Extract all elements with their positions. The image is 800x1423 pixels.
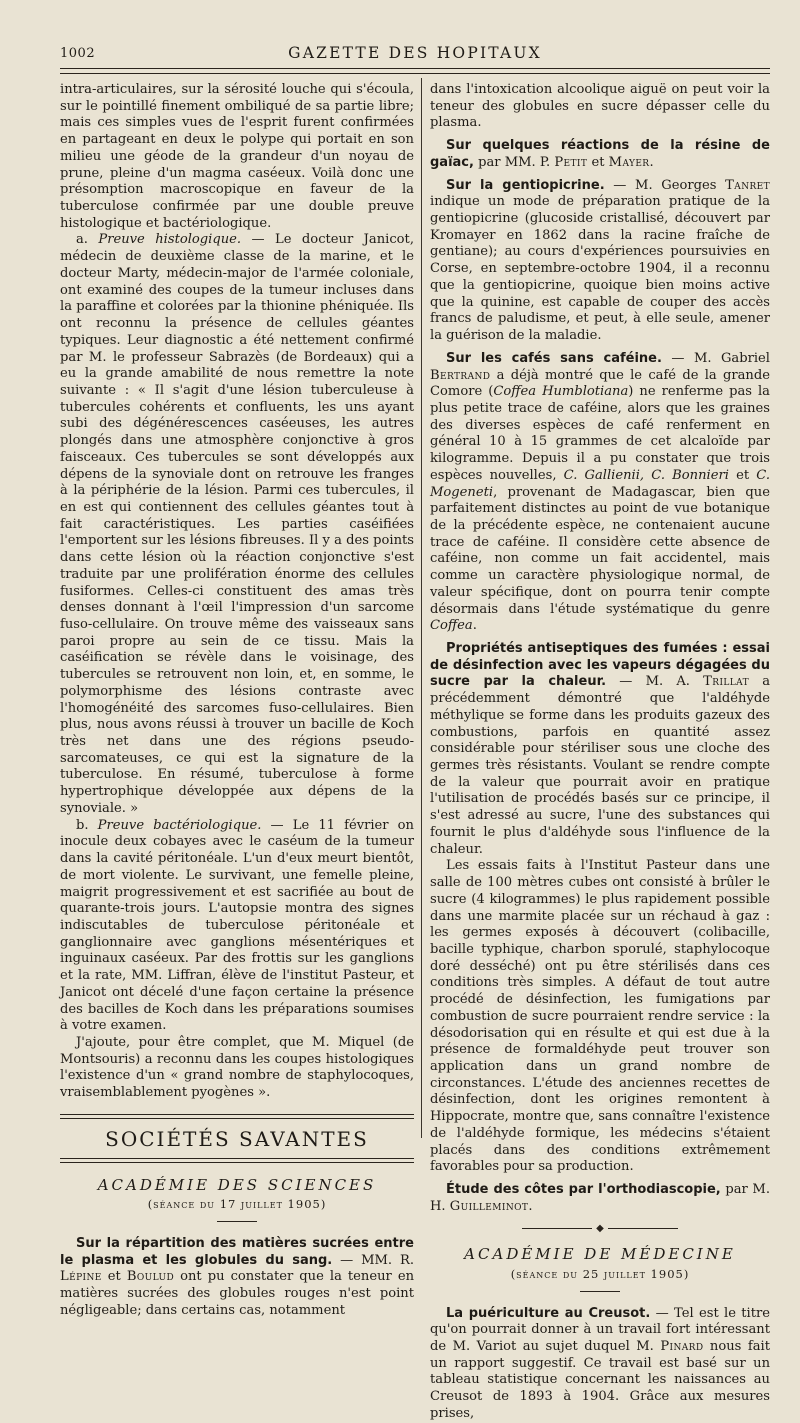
text-run: indique un mode de préparation pratique de la gentiopicrine (glucoside cristallisé, découvert par Kromayer en 1862 dans la racine fraîche de gentiane); au cours d'expériences poursuivies en Corse, en septembre-octobre 1904, il a reconnu que la gentiopicrine, quoique bien moins active que la quinine, est capable de couper des accès francs de paludisme, et peut, à elle seule, amener la guérison de la maladie.: [430, 194, 770, 344]
academy-heading: ACADÉMIE DES SCIENCES: [97, 1175, 377, 1194]
article-item: [430, 1182, 770, 1215]
paragraph-bacteriology: [60, 818, 414, 1035]
text-run: a précédemment démontré que l'aldéhyde méthylique se forme dans les produits gazeux des combustions, parfois en quantité assez considérable pour stériliser sous une cloche des germes très résistants. Voulant se rendre compte de la valeur que pourrait avoir en pratique l'utilisation de procédés basés sur ce principe, il s'est adressé au sucre, l'une des substances qui fournit le plus d'aldéhyde sous l'influence de la chaleur.: [430, 674, 771, 857]
author-name: Mayer: [608, 154, 650, 170]
article-title: Sur la répartition des matières sucrées entre le plasma et les globules du sang.: [60, 1236, 414, 1268]
subheading: Preuve histologique.: [98, 232, 242, 248]
text-run: a déjà montré que le café de la grande Comore (: [430, 367, 770, 400]
text-run: .: [472, 618, 477, 634]
article-title: Sur quelques réactions de la résine de gaïac,: [430, 138, 770, 170]
author-name: Trillat: [703, 674, 749, 690]
paragraph-histology: [60, 232, 414, 817]
text-run: — Tel est le titre qu'on pourrait donner à un travail fort intéressant de M. Variot au sujet duquel M.: [430, 1305, 770, 1355]
text-run: — M. Gabriel: [661, 350, 770, 366]
text-run: .: [649, 154, 654, 170]
author-name: Boulud: [126, 1269, 175, 1285]
column-divider: [421, 78, 422, 1138]
paragraph-body: — Le docteur Janicot, médecin de deuxième classe de la marine, et le docteur Marty, médecin-major de l'armée coloniale, ont examiné des coupes de la tumeur incluses dans la paraffine et colorées par la thionine phéniquée. Ils ont reconnu la présence de cellules géantes typiques. Leur diagnostic a été nettement confirmé par M. le professeur Sabrazès (de Bordeaux) qui a eu la grande amabilité de nous remettre la note suivante : « Il s'agit d'une lésion tuberculeuse à tubercules cohérents et confluents, les uns ayant subi des dégénérescences caséeuses, les autres plongés dans une atmosphère conjonctive à gros faisceaux. Ces tubercules se sont développés aux dépens de la synoviale dont on retrouve les franges à la périphérie de la lésion. Parmi ces tubercules, il en est qui contiennent des cellules géantes tout à fait caractéristiques. Les parties caséifiées l'emportent sur les lésions fibreuses. Il y a des points dans cette lésion où la réaction conjonctive s'est traduite par une prolifération énorme des cellules fusiformes. Celles-ci constituent des amas très denses donnant à l'œil l'impression d'un sarcome fuso-cellulaire. On trouve même des vaisseaux sans paroi propre au sein de ce tissu. Mais la caséification se révèle dans le voisinage, des tubercules se retrouvent non loin, et, en somme, le polymorphisme des lésions contraste avec l'homogénéité des sarcomes fuso-cellulaires. Bien plus, nous avons réussi à trouver un bacille de Koch très net dans une des régions pseudo-sarcomateuses, ce qui est la signature de la tuberculose. En résumé, tuberculose à forme hypertrophique développée aux dépens de la synoviale. »: [60, 232, 414, 816]
short-rule: [580, 1291, 620, 1292]
text-run: par M. H.: [430, 1182, 770, 1214]
text-run: et: [728, 467, 757, 483]
text-run: , provenant de Madagascar, bien que parfaitement distinctes au point de vue botanique de la précédente espèce, ne contenaient aucune trace de caféine. Il considère cette absence de caféine, non comme un fait accidentel, mais comme un caractère physiologique normal, de valeur spécifique, dont on pourra tenir compte désormais dans l'étude systématique du genre: [430, 484, 770, 617]
genus-name: Coffea: [430, 618, 473, 634]
section-rule: [60, 1158, 414, 1163]
page-header: [60, 44, 770, 66]
article-title: La puériculture au Creusot.: [446, 1305, 651, 1321]
item-letter: b.: [76, 817, 89, 833]
paragraph: J'ajoute, pour être complet, que M. Miquel (de Montsouris) a reconnu dans les coupes histologiques l'existence d'un « grand nombre de staphylocoques, vraisemblablement pyogènes ».: [60, 1034, 414, 1101]
text-run: et: [587, 154, 609, 170]
text-run: ) ne renferme pas la plus petite trace de caféine, alors que les graines des diverses espèces de café renferment en général 10 à 15 grammes de cet alcaloïde par kilogramme. Depuis il a pu constater que trois espèces nouvelles,: [430, 384, 770, 483]
journal-title: GAZETTE DES HOPITAUX: [288, 44, 542, 62]
session-date: (séance du 17 juillet 1905): [147, 1197, 327, 1212]
paragraph: Les essais faits à l'Institut Pasteur dans une salle de 100 mètres cubes ont consisté à brûler le sucre (4 kilogrammes) le plus rapidement possible dans une marmite placée sur un réchaud à gaz : les germes exposés à découvert (colibacille, bacille typhique, charbon sporulé, staphylocoque doré desséché) ont pu être stérilisés dans ces conditions très simples. A défaut de tout autre procédé de désinfection, les fumigations par combustion de sucre pourraient rendre service : la désodorisation qui en résulte et qui est due à la présence de formaldéhyde peut trouver son application dans un grand nombre de circonstances. L'étude des anciennes recettes de désinfection, dont les origines remontent à Hippocrate, montre que, sans connaître l'existence de l'aldéhyde formique, les médecins s'étaient placés dans des conditions extrêmement favorables pour sa production.: [430, 858, 770, 1175]
species-name: C. Gallienii, C. Bonnieri: [563, 467, 729, 483]
article-item: [430, 641, 770, 858]
item-letter: a.: [76, 232, 88, 248]
session-date: (séance du 25 juillet 1905): [510, 1266, 690, 1281]
text-run: par MM. P.: [473, 154, 555, 170]
right-column: [430, 82, 770, 1423]
article-item: [430, 1306, 770, 1423]
author-name: Lépine: [60, 1269, 102, 1285]
article-item: [60, 1236, 414, 1320]
species-name: C. Mogeneti: [430, 467, 770, 500]
text-run: — M. A.: [606, 674, 704, 690]
article-title: Sur la gentiopicrine.: [446, 177, 605, 193]
article-title: Étude des côtes par l'orthodiascopie,: [446, 1182, 721, 1197]
author-name: Guilleminot: [449, 1198, 529, 1214]
left-column: [60, 82, 414, 1320]
species-name: Coffea Humblotiana: [493, 384, 629, 400]
text-run: .: [528, 1198, 533, 1214]
header-rule: [60, 68, 770, 74]
academy-heading: ACADÉMIE DE MÉDECINE: [464, 1245, 736, 1264]
article-item: [430, 178, 770, 345]
subheading: Preuve bactériologique.: [97, 817, 262, 833]
author-name: Bertrand: [430, 367, 491, 383]
text-run: — MM. R.: [332, 1252, 414, 1268]
author-name: Petit: [554, 154, 588, 170]
short-rule: [217, 1221, 257, 1222]
paragraph-body: — Le 11 février on inocule deux cobayes avec le caséum de la tumeur dans la cavité péritonéale. L'un d'eux meurt bientôt, de mort violente. Le survivant, une femelle pleine, maigrit progressivement et est sacrifiée au bout de quarante-trois jours. L'autopsie montra des signes indiscutables de tuberculose péritonéale et ganglionnaire avec ganglions mésentériques et inguinaux caséeux. Par des frottis sur les ganglions et la rate, MM. Liffran, élève de l'institut Pasteur, et Janicot ont décelé d'une façon certaine la présence des bacilles de Koch dans les préparations soumises à votre examen.: [60, 817, 414, 1034]
article-title: Sur les cafés sans caféine.: [446, 350, 662, 366]
text-run: ont pu constater que la teneur en matières sucrées des globules rouges n'est point négligeable; dans certains cas, notamment: [60, 1269, 415, 1318]
section-title: SOCIÉTÉS SAVANTES: [105, 1126, 369, 1151]
page-number: 1002: [60, 46, 96, 61]
section-rule: [60, 1114, 414, 1119]
ornament-rule: ◆: [430, 1221, 770, 1238]
article-item: [430, 138, 770, 171]
article-title: Propriétés antiseptiques des fumées : essai de désinfection avec les vapeurs dégagées du sucre par la chaleur.: [430, 641, 770, 690]
text-run: et: [101, 1269, 127, 1285]
author-name: Tanret: [725, 177, 771, 193]
paragraph: dans l'intoxication alcoolique aiguë on peut voir la teneur des globules en sucre dépasser celle du plasma.: [430, 82, 770, 131]
text-run: — M. Georges: [604, 177, 726, 193]
paragraph: intra-articulaires, sur la sérosité louche qui s'écoula, sur le pointillé finement ombiliqué de sa partie libre; mais ces simples vues de l'esprit furent confirmées en partageant en deux le polype qui portait en son milieu une géode de la grandeur d'un noyau de prune, pleine d'un magma caséeux. Voilà donc une présomption macroscopique en faveur de la tuberculose confirmée par une double preuve histologique et bactériologique.: [60, 82, 414, 231]
text-run: nous fait un rapport suggestif. Ce travail est basé sur un tableau statistique concernant les naissances au Creusot de 1893 à 1904. Grâce aux mesures prises,: [430, 1339, 770, 1421]
author-name: Pinard: [660, 1339, 704, 1355]
article-item: [430, 351, 770, 635]
